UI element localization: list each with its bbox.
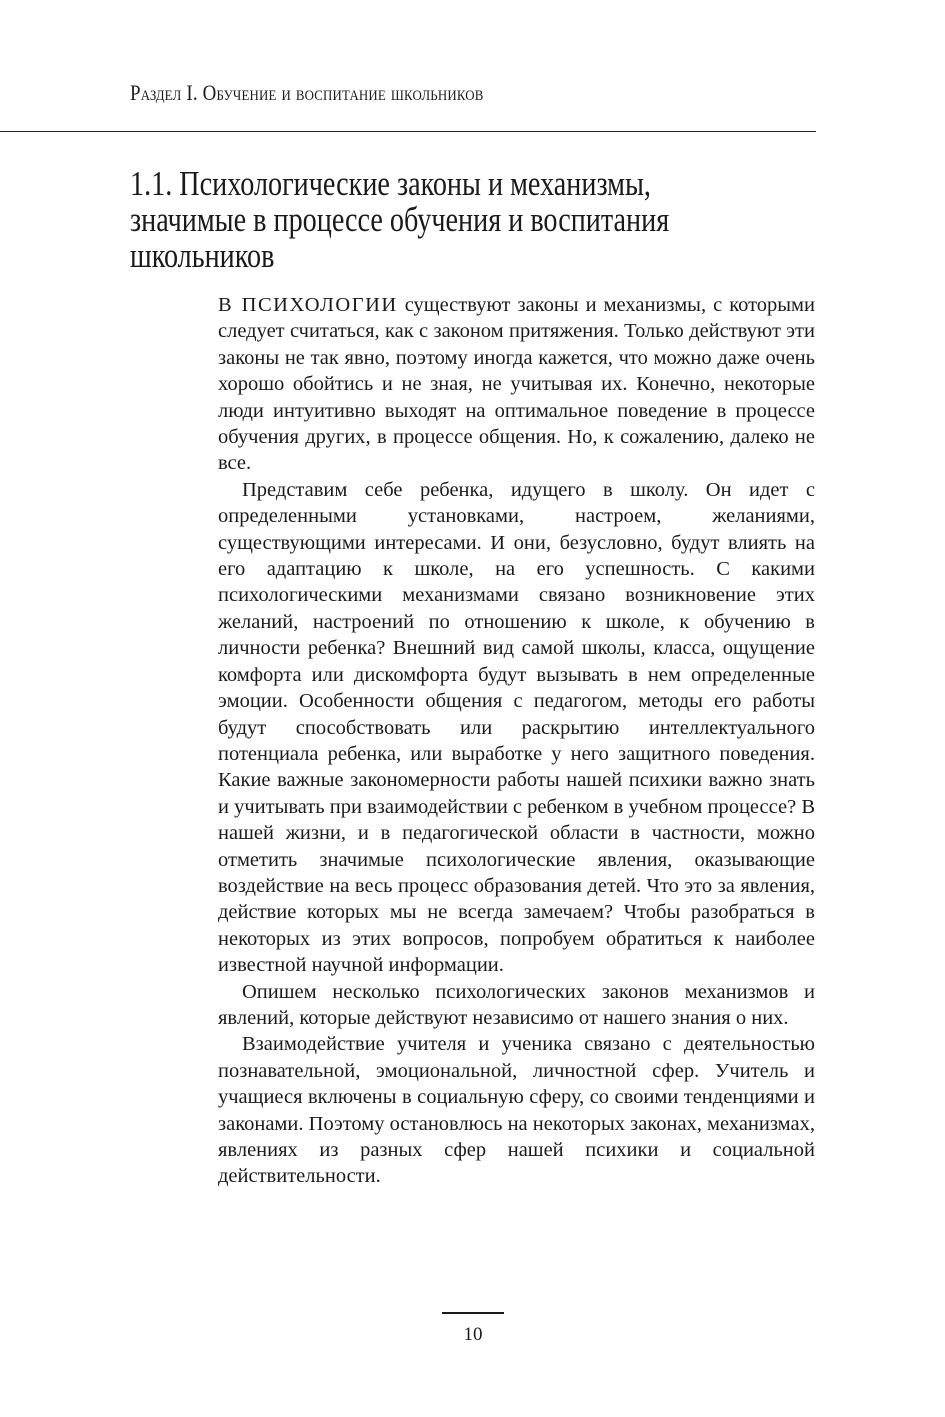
paragraph: Представим себе ребенка, идущего в школу. Он идет с определенными установками, настроем, желаниями, существующими интересами. И они, безусловно, будут влиять на его адаптацию к школе, на его успешность. С какими психологическими механизмами связано возникновение этих желаний, настроений по отношению к школе, к обучению в личности ребенка? Внешний вид самой школы, класса, ощущение комфорта или дискомфорта будут вызывать в нем определенные эмоции. Особенности общения с педагогом, методы его работы будут способствовать или раскрытию интеллектуального потенциала ребенка, или выработке у него защитного поведения. Какие важные закономерности работы нашей психики важно знать и учитывать при взаимодействии с ребенком в учебном процессе? В нашей жизни, и в педагогической области в частности, можно отметить значимые психологические явления, оказывающие воздействие на весь процесс образования детей. Что это за явления, действие которых мы не всегда замечаем? Чтобы разобраться в некоторых из этих вопросов, попробуем обратиться к наиболее известной научной информации. [218, 478, 815, 977]
paragraph-text: существуют законы и механизмы, с которыми следует считаться, как с законом притяжения. Только действуют эти законы не так явно, поэтому иногда кажется, что можно даже очень хорошо обойтись и не зная, не учитывая их. Конечно, некоторые люди интуитивно выходят на оптимальное поведение в процессе обучения других, в процессе общения. Но, к сожалению, далеко не все. [218, 294, 816, 475]
paragraph: Опишем несколько психологических законов механизмов и явлений, которые действуют независимо от нашего знания о них. [218, 980, 815, 1029]
chapter-title [130, 166, 806, 274]
chapter-title-line: школьников [130, 236, 275, 275]
paragraph [218, 292, 815, 477]
running-head: Раздел I. Обучение и воспитание школьников [130, 80, 484, 105]
lead-in: В ПСИХОЛОГИИ [218, 294, 398, 316]
paragraph: Взаимодействие учителя и ученика связано с деятельностью познавательной, эмоциональной, личностной сфер. Учитель и учащиеся включены в социальную сферу, со своими тенденциями и законами. Поэтому остановлюсь на некоторых законах, механизмах, явлениях из разных сфер нашей психики и социальной действительности. [218, 1033, 815, 1188]
chapter-title-line: 1.1. Психологические законы и механизмы, [130, 164, 651, 203]
folio-divider [442, 1312, 504, 1314]
header-divider [0, 131, 816, 132]
body-text [218, 292, 815, 1190]
page-number: 10 [463, 1324, 483, 1345]
chapter-title-line: значимые в процессе обучения и воспитания [130, 200, 670, 239]
